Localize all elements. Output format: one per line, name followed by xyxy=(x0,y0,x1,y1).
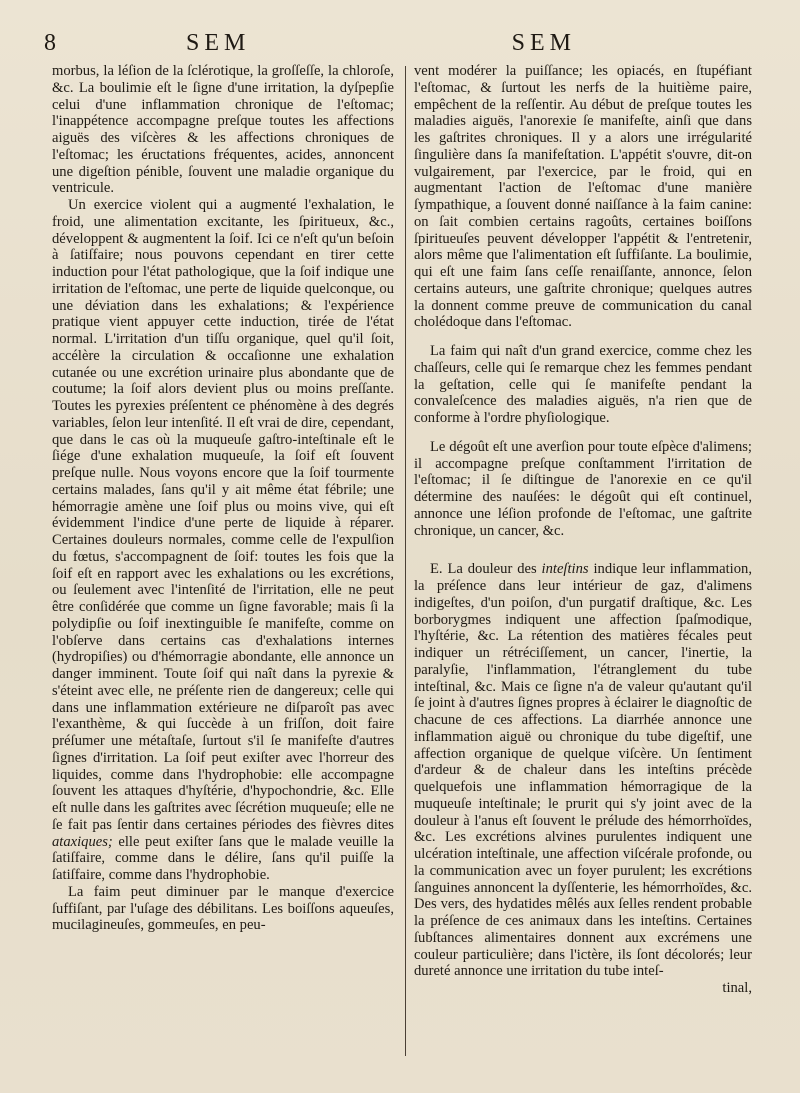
right-column xyxy=(414,63,752,997)
running-head-left: SEM xyxy=(186,30,251,56)
right-paragraph-4 xyxy=(414,561,752,980)
left-paragraph-3: La faim peut diminuer par le manque d'exercice ſuffiſant, par l'uſage des débilitans. Les boiſſons aqueuſes, mucilagineuſes, gommeuſes, en peu- xyxy=(52,883,394,934)
column-divider xyxy=(405,66,406,1056)
running-head-right: SEM xyxy=(511,30,576,56)
right-paragraph-4-text: indique leur inflammation, la préſence dans leur intérieur de gaz, d'alimens indigeſtes, d'un poiſon, d'un purgatif draſtique, &c. Les borborygmes indiquent une affection ſpaſmodique, l'hyſtérie, &c. La rétention des matières fécales peut indiquer un rétréciſſement, un cancer, l'inertie, la paralyſie, l'inflammation, l'étranglement du tube inteſtinal, &c. Mais ce ſigne n'a de valeur qu'autant qu'il ſe joint à d'autres ſignes propres à éclairer le diagnoſtic de chacune de ces affections. La diarrhée annonce une inflammation aiguë ou chronique du tube digeſtif, une affection organique de quelque viſcère. Un ſentiment d'ardeur & de chaleur dans les inteſtins précède quelquefois une inflammation hémorragique de la muqueuſe inteſtinale; le prurit qui s'y joint avec de la douleur à l'anus eſt ſouvent le prélude des hémorrhoïdes, &c. Les excrétions alvines purulentes indiquent une ulcération inteſtinale, une affection viſcérale profonde, ou la communication avec un foyer purulent; les excrétions ſanguines annoncent la dyſſenterie, les hémorrhoïdes, &c. Des vers, des hydatides mêlés aux ſelles rendent probable la préſence de ces animaux dans les inteſtins. Certaines ſubſtances alimentaires donnent aux excrémens une couleur particulière; dans l'ictère, ils ſont décolorés; leur dureté annonce une irritation du tube inteſ- xyxy=(414,561,752,980)
right-paragraph-2: La faim qui naît d'un grand exercice, comme chez les chaſſeurs, celle qui ſe remarque chez les femmes pendant la geſtation, celle qui ſe manifeſte pendant la convaleſcence des maladies aiguës, n'a rien que de conforme à l'ordre phyſiologique. xyxy=(414,343,752,426)
right-paragraph-4-italic: inteſtins xyxy=(541,561,589,578)
page-number: 8 xyxy=(44,30,56,56)
right-paragraph-4-lead: E. La douleur des xyxy=(430,561,537,578)
left-paragraph-2-tail: elle peut exiſter ſans que le malade veuille la ſatiſfaire, comme dans le délire, ſans qu'il puiſſe la ſatiſfaire, comme dans l'hydrophobie. xyxy=(52,833,394,883)
left-paragraph-2-text: Un exercice violent qui a augmenté l'exhalation, le froid, une alimentation excitante, les ſpiritueux, &c., développent & augmentent la ſoif. Ici ce n'eſt qu'un beſoin à ſatiſfaire; nous pouvons cependant en tirer cette induction pour l'état pathologique, que la ſoif indique une irritation de l'eſtomac, une perte de liquide quelconque, ou une déviation dans les exhalations; & l'expérience pratique vient appuyer cette induction, tirée de l'état normal. L'irritation d'un tiſſu organique, quel qu'il ſoit, accélère la circulation & occaſionne une exhalation cutanée ou une excrétion urinaire plus abondante que de coutume; la ſoif alors devient plus ou moins preſſante. Toutes les pyrexies préſentent ce phénomène à des degrés variables, ſelon leur intenſité. Il eſt vrai de dire, cependant, que dans le cas où la muqueuſe gaſtro-inteſtinale eſt le ſiége d'une exhalation muqueuſe, la ſoif eſt ſouvent preſque nulle. Nous voyons encore que la ſoif tourmente certains malades, ſans qu'il y ait même état fébrile; une hémorragie amène une ſoif plus ou moins vive, qui eſt évidemment l'indice d'une perte de liquide à réparer. Certaines douleurs normales, comme celle de l'expulſion du fœtus, s'accompagnent de ſoif: toutes les fois que la ſoif eſt en rapport avec les exhalations ou les excrétions, ou ſeulement avec l'intenſité de l'irritation, elle ne peut être conſidérée que comme un ſigne favorable; mais ſi la polydipſie ou ſoif inextinguible ſe manifeſte, comme on l'obſerve dans certains cas d'exhalations internes (hydropiſies) ou d'hémorragie abondante, elle annonce un danger imminent. Toute ſoif qui naît dans la pyrexie & s'éteint avec elle, ne préſente rien de dangereux; celle qui dans une inflammation extérieure ne diſparoît pas avec l'exanthème, & qui ſuccède à un friſſon, doit faire préſumer une métaſtaſe, ſurtout s'il ſe manifeſte d'autres ſignes d'irritation. La ſoif peut exiſter avec l'horreur des liquides, comme dans l'hydrophobie: elle accompagne ſouvent les attaques d'hyſtérie, d'hypochondrie, &c. Elle eſt nulle dans les gaſtrites avec ſécrétion muqueuſe; elle ne ſe fait pas ſentir dans certaines périodes des fièvres dites xyxy=(52,197,394,833)
left-paragraph-2 xyxy=(52,197,394,884)
left-column xyxy=(52,63,394,934)
left-paragraph-1: morbus, la léſion de la ſclérotique, la groſſeſſe, la chloroſe, &c. La boulimie eſt le ſigne d'une irritation, la dyſpepſie celui d'une inflammation chronique de l'eſtomac; l'inappétence accompagne preſque toutes les affections aiguës des viſcères & les affections chroniques de l'eſtomac; les éructations fréquentes, acides, annoncent une digeſtion pénible, ſouvent une maladie organique du ventricule. xyxy=(52,63,394,197)
left-paragraph-2-italic: ataxiques; xyxy=(52,833,113,850)
catchword: tinal, xyxy=(722,980,752,996)
right-paragraph-1: vent modérer la puiſſance; les opiacés, en ſtupéfiant l'eſtomac, & ſurtout les nerfs de la huitième paire, empêchent de la reſſentir. Au début de preſque toutes les maladies aiguës, l'anorexie ſe manifeſte, ainſi que dans les gaſtrites chroniques. Il y a alors une irrégularité ſingulière dans ſa manifeſtation. L'appétit s'ouvre, dit-on vulgairement, par l'exercice, par le froid, qui en augmentant l'action de l'eſtomac d'une manière ſympathique, a ſouvent donné naiſſance à la faim canine: on ſait combien certains ragoûts, certaines boiſſons ſpiritueuſes peuvent développer l'appétit & l'entretenir, alors même que l'alimentation eſt ſuffiſante. La boulimie, qui eſt une faim ſans ceſſe renaiſſante, annonce, ſelon certains auteurs, une gaſtrite chronique; quelques autres la donnent comme preuve de communication du canal cholédoque dans l'eſtomac. xyxy=(414,63,752,331)
right-paragraph-3: Le dégoût eſt une averſion pour toute eſpèce d'alimens; il accompagne preſque conſtamment l'irritation de l'eſtomac; il ſe diſtingue de l'anorexie en ce qu'il détermine des nauſées: le dégoût qui eſt continuel, annonce une léſion profonde de l'eſtomac, une gaſtrite chronique, un cancer, &c. xyxy=(414,438,752,539)
page-header xyxy=(44,30,750,58)
